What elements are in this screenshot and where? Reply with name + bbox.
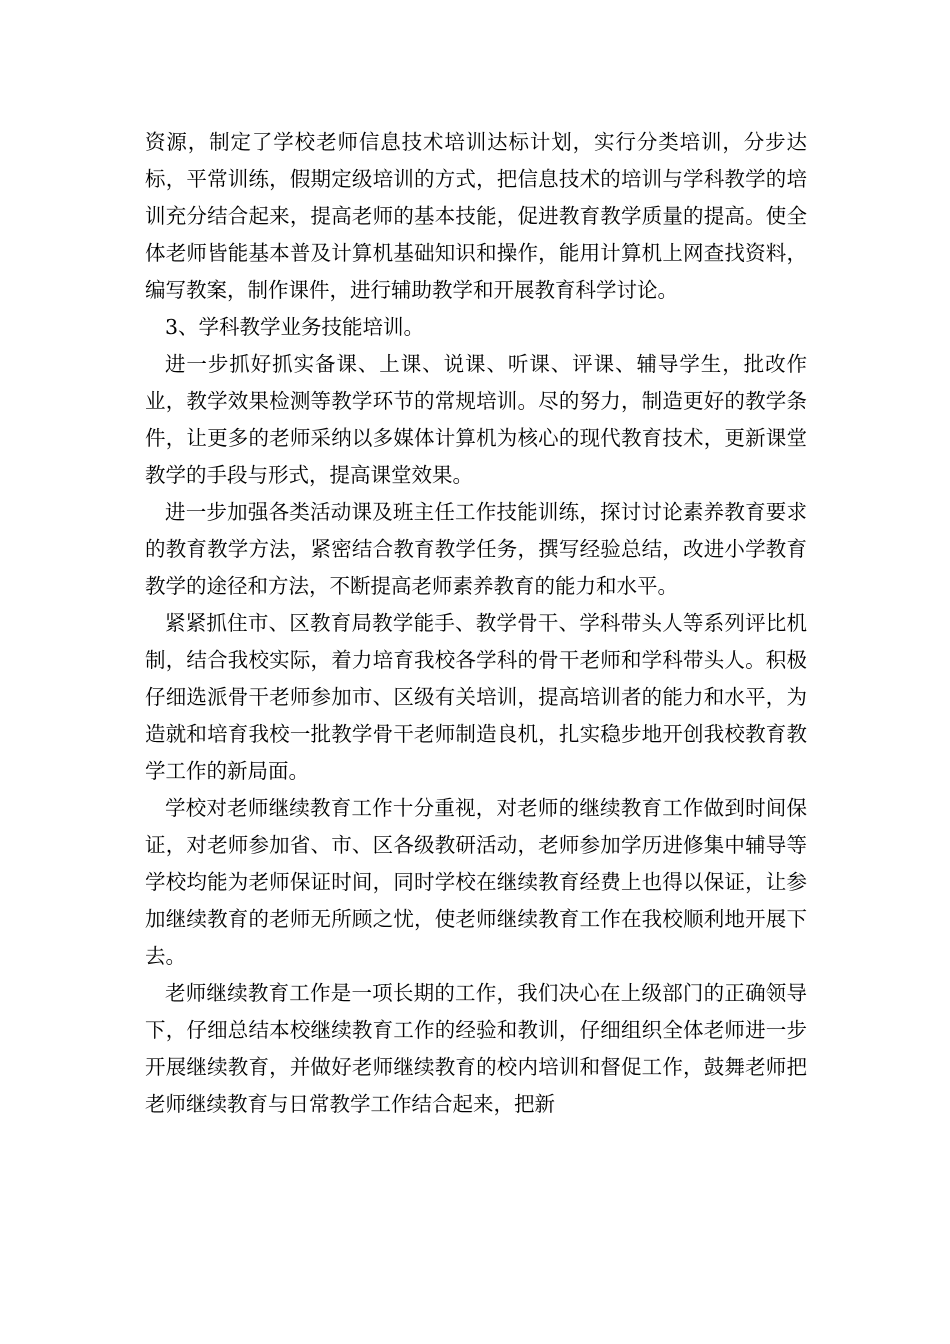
paragraph-2-heading: 3、学科教学业务技能培训。: [165, 315, 425, 339]
paragraph-1: 资源，制定了学校老师信息技术培训达标计划，实行分类培训，分步达标，平常训练，假期定级培训的方式，把信息技术的培训与学科教学的培训充分结合起来，提高老师的基本技能，促进教育教学质量的提高。使全体老师皆能基本普及计算机基础知识和操作，能用计算机上网查找资料，编写教案，制作课件，进行辅助教学和开展教育科学讨论。: [145, 130, 807, 302]
paragraph-3: 进一步抓好抓实备课、上课、说课、听课、评课、辅导学生，批改作业，教学效果检测等教学环节的常规培训。尽的努力，制造更好的教学条件，让更多的老师采纳以多媒体计算机为核心的现代教育技术，更新课堂教学的手段与形式，提高课堂效果。: [145, 352, 807, 487]
paragraph-7: 老师继续教育工作是一项长期的工作，我们决心在上级部门的正确领导下，仔细总结本校继续教育工作的经验和教训，仔细组织全体老师进一步开展继续教育，并做好老师继续教育的校内培训和督促工作，鼓舞老师把老师继续教育与日常教学工作结合起来，把新: [145, 981, 807, 1116]
paragraph-6: 学校对老师继续教育工作十分重视，对老师的继续教育工作做到时间保证，对老师参加省、市、区各级教研活动，老师参加学历进修集中辅导等学校均能为老师保证时间，同时学校在继续教育经费上也得以保证，让参加继续教育的老师无所顾之忧，使老师继续教育工作在我校顺利地开展下去。: [145, 796, 807, 968]
paragraph-5: 紧紧抓住市、区教育局教学能手、教学骨干、学科带头人等系列评比机制，结合我校实际，着力培育我校各学科的骨干老师和学科带头人。积极仔细选派骨干老师参加市、区级有关培训，提高培训者的能力和水平，为造就和培育我校一批教学骨干老师制造良机，扎实稳步地开创我校教育教学工作的新局面。: [145, 611, 807, 783]
paragraph-4: 进一步加强各类活动课及班主任工作技能训练，探讨讨论素养教育要求的教育教学方法，紧密结合教育教学任务，撰写经验总结，改进小学教育教学的途径和方法，不断提高老师素养教育的能力和水平。: [145, 500, 807, 598]
document-page: [145, 124, 807, 1123]
